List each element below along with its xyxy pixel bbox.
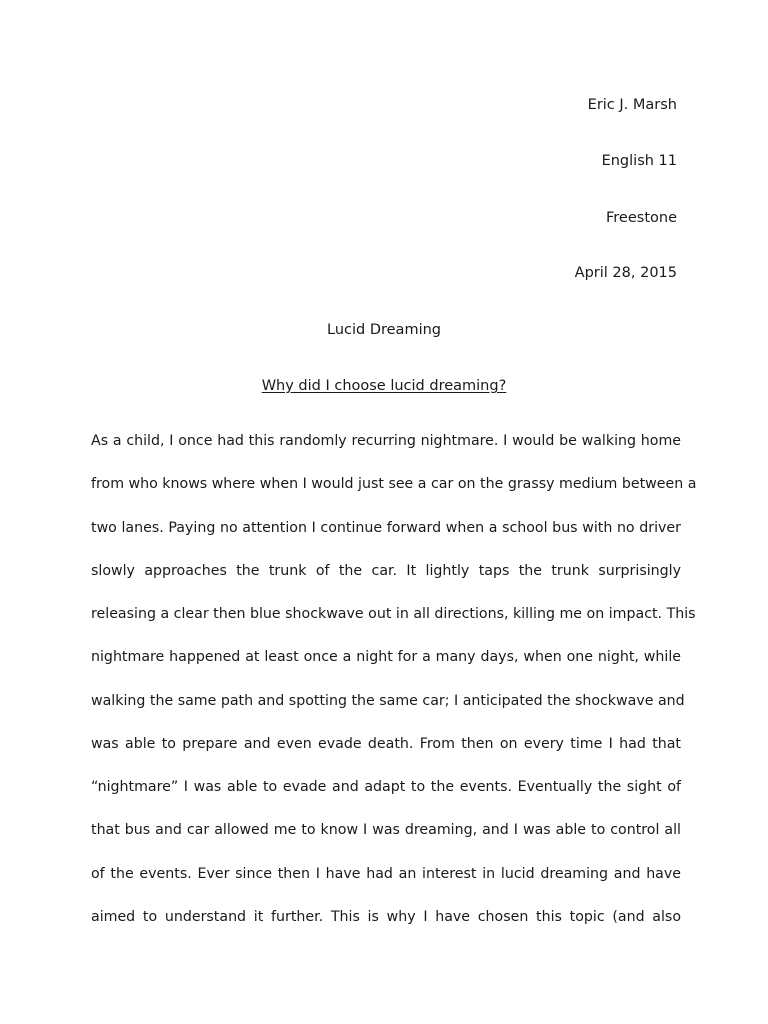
teacher-name: Freestone — [606, 210, 677, 226]
body-line: from who knows where when I would just see a car on the grassy medium between a — [91, 476, 697, 492]
body-line: was able to prepare and even evade death. From then on every time I had that — [91, 736, 681, 752]
body-line: of the events. Ever since then I have had an interest in lucid dreaming and have — [91, 866, 681, 882]
body-line: that bus and car allowed me to know I was dreaming, and I was able to control all — [91, 822, 681, 838]
body-line: releasing a clear then blue shockwave out in all directions, killing me on impact. This — [91, 606, 696, 622]
body-line: As a child, I once had this randomly recurring nightmare. I would be walking home — [91, 433, 681, 449]
body-line: nightmare happened at least once a night for a many days, when one night, while — [91, 649, 681, 665]
body-line: aimed to understand it further. This is why I have chosen this topic (and also — [91, 909, 681, 925]
author-name: Eric J. Marsh — [587, 97, 677, 113]
document-date: April 28, 2015 — [574, 265, 677, 281]
document-title: Lucid Dreaming — [327, 322, 441, 338]
section-heading-text: Why did I choose lucid dreaming? — [261, 378, 507, 394]
body-line: slowly approaches the trunk of the car. It lightly taps the trunk surprisingly — [91, 563, 681, 579]
body-line: “nightmare” I was able to evade and adapt to the events. Eventually the sight of — [91, 779, 681, 795]
body-line: two lanes. Paying no attention I continue forward when a school bus with no driver — [91, 520, 681, 536]
section-heading — [0, 377, 768, 395]
body-line: walking the same path and spotting the same car; I anticipated the shockwave and — [91, 693, 685, 709]
course-name: English 11 — [601, 153, 677, 169]
